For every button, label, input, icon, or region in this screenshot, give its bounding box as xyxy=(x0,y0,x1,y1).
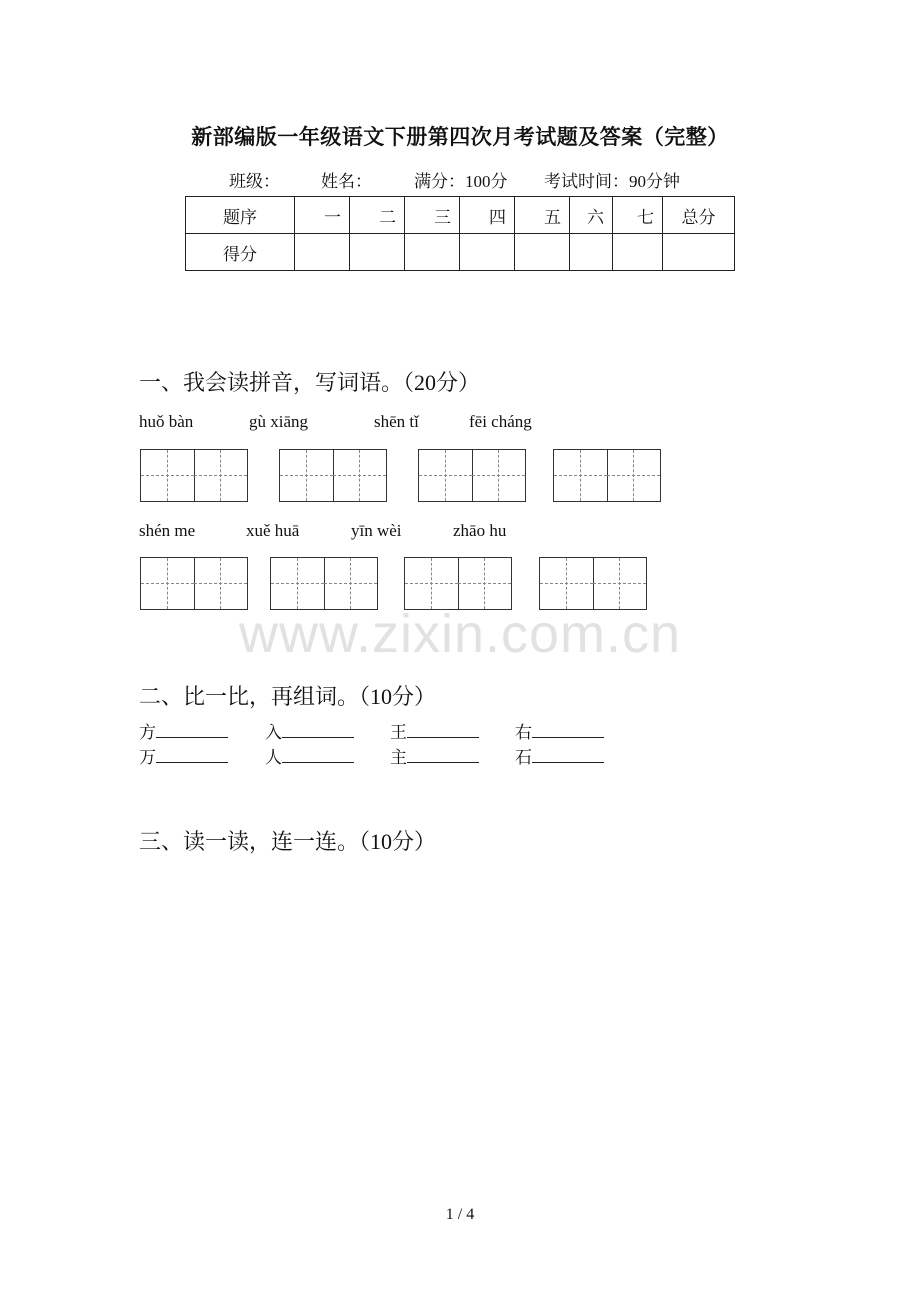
compare-item[interactable] xyxy=(515,743,604,768)
compare-char: 石 xyxy=(515,748,532,767)
writing-grid[interactable] xyxy=(418,449,526,502)
compare-item[interactable] xyxy=(390,743,479,768)
pinyin-label: gù xiāng xyxy=(249,412,309,431)
score-input-cell[interactable] xyxy=(570,234,613,271)
score-table-score-row xyxy=(186,234,735,271)
name-label: 姓名： xyxy=(321,172,372,191)
page-number: 1 / 4 xyxy=(445,1206,475,1223)
answer-blank[interactable] xyxy=(156,748,228,763)
answer-blank[interactable] xyxy=(156,723,228,738)
compare-item[interactable] xyxy=(139,718,228,743)
compare-char: 王 xyxy=(390,723,407,742)
score-input-cell[interactable] xyxy=(663,234,735,271)
pinyin-label: fēi cháng xyxy=(469,412,532,431)
pinyin-label: shén me xyxy=(139,521,196,540)
score-cell: 五 xyxy=(515,197,570,234)
full-score: 满分：100分 xyxy=(414,172,508,191)
score-cell: 一 xyxy=(295,197,350,234)
compare-char: 方 xyxy=(139,723,156,742)
score-input-cell[interactable] xyxy=(515,234,570,271)
answer-blank[interactable] xyxy=(282,723,354,738)
section2-heading: 二、比一比，再组词。（10分） xyxy=(139,684,437,709)
answer-blank[interactable] xyxy=(532,748,604,763)
answer-blank[interactable] xyxy=(407,748,479,763)
score-cell: 三 xyxy=(405,197,460,234)
score-input-cell[interactable] xyxy=(350,234,405,271)
score-cell: 题序 xyxy=(186,197,295,234)
score-table-header-row xyxy=(186,197,735,234)
score-input-cell[interactable] xyxy=(613,234,663,271)
writing-grid[interactable] xyxy=(553,449,661,502)
section1-heading: 一、我会读拼音，写词语。（20分） xyxy=(139,370,481,395)
compare-item[interactable] xyxy=(265,718,354,743)
answer-blank[interactable] xyxy=(532,723,604,738)
writing-grid[interactable] xyxy=(279,449,387,502)
pinyin-label: huǒ bàn xyxy=(139,412,194,431)
compare-item[interactable] xyxy=(515,718,604,743)
compare-char: 右 xyxy=(515,723,532,742)
score-input-cell[interactable] xyxy=(460,234,515,271)
score-table xyxy=(185,196,735,271)
writing-grid[interactable] xyxy=(140,449,248,502)
compare-char: 入 xyxy=(265,723,282,742)
answer-blank[interactable] xyxy=(407,723,479,738)
score-cell: 四 xyxy=(460,197,515,234)
exam-time: 考试时间：90分钟 xyxy=(544,172,680,191)
pinyin-label: zhāo hu xyxy=(453,521,507,540)
section3-heading: 三、读一读，连一连。（10分） xyxy=(139,829,437,854)
score-cell: 七 xyxy=(613,197,663,234)
compare-char: 主 xyxy=(390,748,407,767)
compare-item[interactable] xyxy=(390,718,479,743)
score-input-cell[interactable] xyxy=(405,234,460,271)
score-cell: 六 xyxy=(570,197,613,234)
compare-item[interactable] xyxy=(139,743,228,768)
score-cell: 二 xyxy=(350,197,405,234)
compare-item[interactable] xyxy=(265,743,354,768)
pinyin-label: yīn wèi xyxy=(351,521,402,540)
score-input-cell[interactable] xyxy=(295,234,350,271)
class-label: 班级： xyxy=(229,172,280,191)
watermark: www.zixin.com.cn xyxy=(238,604,682,664)
answer-blank[interactable] xyxy=(282,748,354,763)
score-row-label: 得分 xyxy=(186,234,295,271)
page-title: 新部编版一年级语文下册第四次月考试题及答案（完整） xyxy=(191,125,729,149)
pinyin-label: shēn tǐ xyxy=(374,412,419,431)
compare-char: 万 xyxy=(139,748,156,767)
compare-char: 人 xyxy=(265,748,282,767)
score-cell: 总分 xyxy=(663,197,735,234)
pinyin-label: xuě huā xyxy=(246,521,300,540)
